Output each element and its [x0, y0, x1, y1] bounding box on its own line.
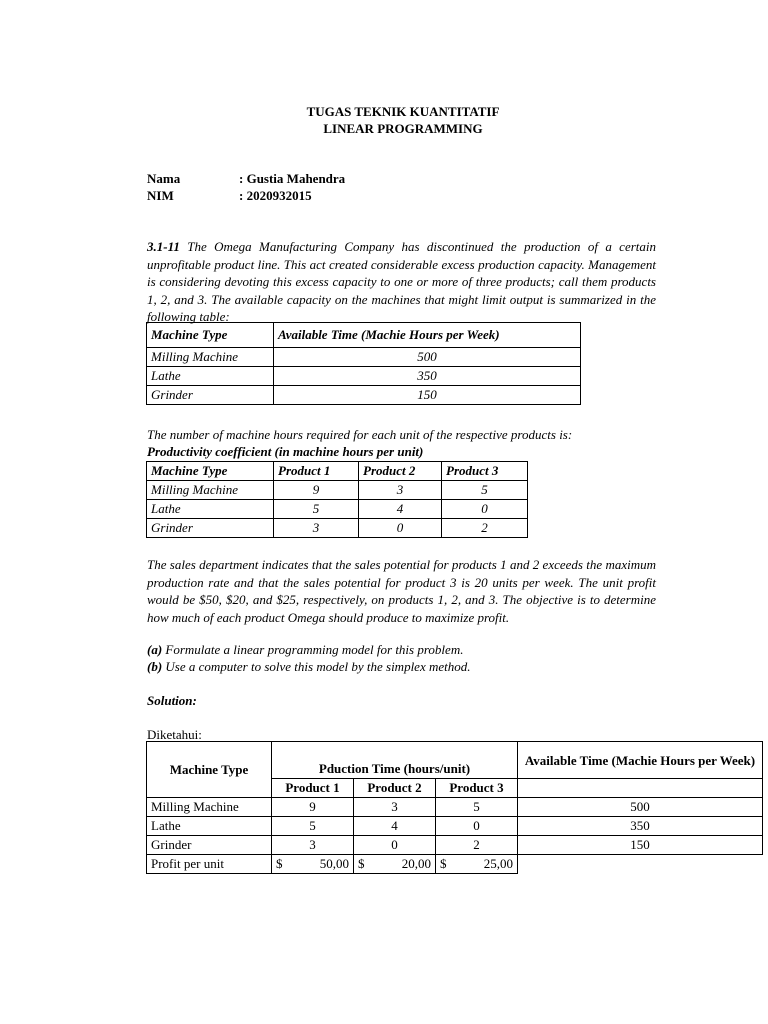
task-a-label: (a)	[147, 642, 163, 657]
profit-label: Profit per unit	[147, 855, 272, 874]
table-row	[147, 836, 763, 855]
coeff-header-product3: Product 3	[442, 462, 528, 481]
document-subtitle: LINEAR PROGRAMMING	[323, 121, 483, 136]
table-row	[147, 519, 528, 538]
coeff-cell: 4	[359, 500, 442, 519]
table-row	[147, 500, 528, 519]
summary-header-product3: Product 3	[436, 779, 518, 798]
table-row	[147, 798, 763, 817]
summary-cell: 4	[354, 817, 436, 836]
capacity-cell-machine: Milling Machine	[147, 348, 274, 367]
name-value: : Gustia Mahendra	[239, 171, 346, 186]
summary-cell: 3	[272, 836, 354, 855]
profit-value: 25,00	[483, 856, 513, 871]
profit-cell	[272, 855, 354, 874]
coeff-cell-machine: Lathe	[147, 500, 274, 519]
profit-cell	[436, 855, 518, 874]
name-label: Nama	[147, 171, 181, 186]
summary-cell: 0	[354, 836, 436, 855]
task-b-label: (b)	[147, 659, 163, 674]
capacity-table	[146, 322, 581, 405]
summary-header-empty	[518, 779, 763, 798]
problem-number: 3.1-11	[147, 239, 180, 254]
document-title: TUGAS TEKNIK KUANTITATIF	[306, 104, 500, 119]
table-row	[147, 386, 581, 405]
coeff-cell-machine: Grinder	[147, 519, 274, 538]
coeff-cell: 5	[274, 500, 359, 519]
summary-cell: 2	[436, 836, 518, 855]
problem-intro	[147, 238, 656, 326]
summary-header-product2: Product 2	[354, 779, 436, 798]
summary-cell-available: 150	[518, 836, 763, 855]
nim-value: : 2020932015	[239, 188, 312, 203]
coeff-cell: 3	[359, 481, 442, 500]
summary-header-available: Available Time (Machie Hours per Week)	[518, 742, 763, 779]
summary-header-production: Pduction Time (hours/unit)	[272, 742, 518, 779]
table-row	[147, 367, 581, 386]
task-b	[147, 658, 667, 676]
coeff-header-product1: Product 1	[274, 462, 359, 481]
summary-cell: 9	[272, 798, 354, 817]
profit-value: 50,00	[319, 856, 349, 871]
capacity-cell-machine: Grinder	[147, 386, 274, 405]
coefficient-title: Productivity coefficient (in machine hours per unit)	[147, 444, 424, 459]
capacity-header-available: Available Time (Machie Hours per Week)	[274, 323, 581, 348]
hours-text: The number of machine hours required for each unit of the respective products is:	[147, 427, 573, 442]
diketahui-label: Diketahui:	[147, 727, 202, 742]
coeff-cell: 9	[274, 481, 359, 500]
summary-cell-machine: Grinder	[147, 836, 272, 855]
table-row	[147, 348, 581, 367]
coeff-cell: 0	[359, 519, 442, 538]
problem-intro-text: The Omega Manufacturing Company has discontinued the production of a certain unprofitable product line. This act created considerable excess production capacity. Management is considering devoting this excess capacity to one or more of three products; call them products 1, 2, and 3. The available capacity on the machines that might limit output is summarized in the following table:	[147, 239, 657, 324]
coeff-cell-machine: Milling Machine	[147, 481, 274, 500]
coeff-cell: 3	[274, 519, 359, 538]
currency-symbol: $	[440, 856, 447, 871]
student-nim-row	[147, 188, 312, 204]
solution-label: Solution:	[147, 693, 197, 708]
coeff-header-product2: Product 2	[359, 462, 442, 481]
currency-symbol: $	[276, 856, 283, 871]
summary-header-product1: Product 1	[272, 779, 354, 798]
capacity-cell-value: 350	[274, 367, 581, 386]
coeff-cell: 5	[442, 481, 528, 500]
task-a	[147, 641, 667, 659]
summary-cell-machine: Lathe	[147, 817, 272, 836]
currency-symbol: $	[358, 856, 365, 871]
table-row	[147, 481, 528, 500]
profit-value: 20,00	[401, 856, 431, 871]
summary-cell: 5	[436, 798, 518, 817]
nim-label: NIM	[147, 188, 174, 203]
capacity-cell-value: 150	[274, 386, 581, 405]
coeff-cell: 0	[442, 500, 528, 519]
task-a-text: Formulate a linear programming model for this problem.	[165, 642, 464, 657]
task-b-text: Use a computer to solve this model by the simplex method.	[165, 659, 471, 674]
summary-cell-available: 500	[518, 798, 763, 817]
capacity-header-machine: Machine Type	[147, 323, 274, 348]
summary-table	[146, 741, 763, 874]
coeff-cell: 2	[442, 519, 528, 538]
summary-header-row-1	[147, 742, 763, 779]
summary-header-machine: Machine Type	[147, 742, 272, 798]
capacity-header-row	[147, 323, 581, 348]
summary-cell: 5	[272, 817, 354, 836]
coefficient-table	[146, 461, 528, 538]
profit-row	[147, 855, 763, 874]
coeff-header-machine: Machine Type	[147, 462, 274, 481]
summary-cell-machine: Milling Machine	[147, 798, 272, 817]
sales-text: The sales department indicates that the sales potential for products 1 and 2 exceeds the maximum production rate and that the sales potential for product 3 is 20 units per week. The unit profit would be $50, $20, and $25, respectively, on products 1, 2, and 3. The objective is to determine how much of each product Omega should produce to maximize profit.	[147, 557, 656, 625]
coefficient-header-row	[147, 462, 528, 481]
summary-cell: 0	[436, 817, 518, 836]
student-name-row	[147, 171, 345, 187]
capacity-cell-machine: Lathe	[147, 367, 274, 386]
summary-cell-available: 350	[518, 817, 763, 836]
profit-cell	[354, 855, 436, 874]
table-row	[147, 817, 763, 836]
summary-cell: 3	[354, 798, 436, 817]
capacity-cell-value: 500	[274, 348, 581, 367]
